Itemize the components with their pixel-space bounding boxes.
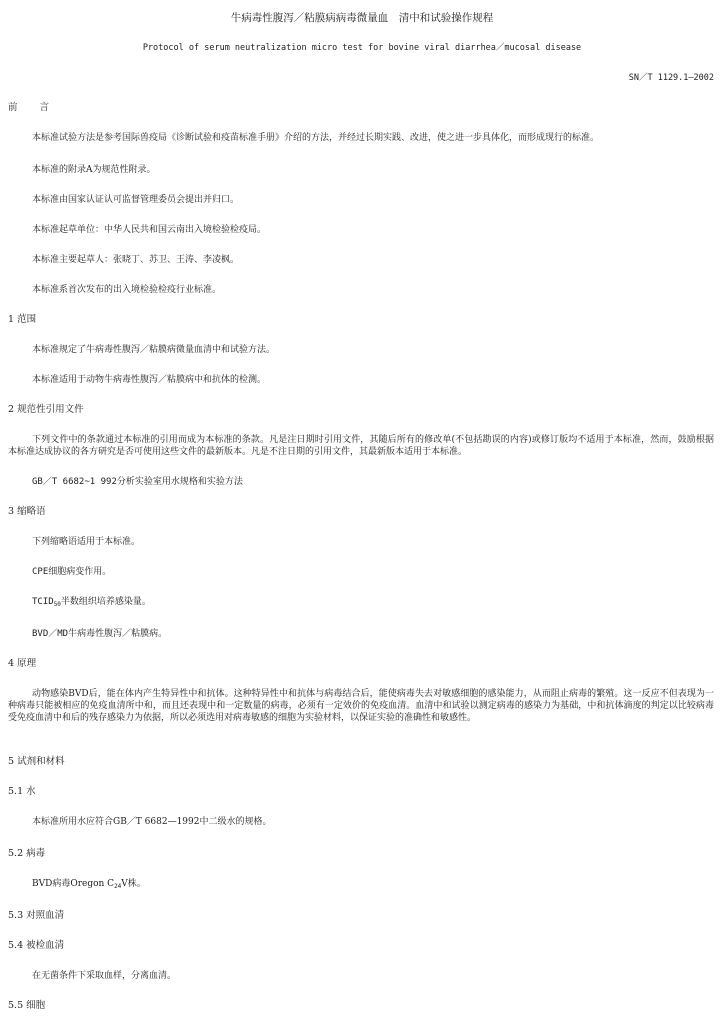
foreword-paragraph: 本标准起草单位：中华人民共和国云南出入境检验检疫局。 xyxy=(32,225,267,235)
section-heading: 2 规范性引用文件 xyxy=(8,404,84,415)
section-paragraph: 在无菌条件下采取血样，分离血清。 xyxy=(32,971,177,981)
virus-strain-suffix: V株。 xyxy=(121,879,146,889)
section-paragraph xyxy=(32,878,146,890)
document-title: 牛病毒性腹泻／粘膜病病毒微量血 清中和试验操作规程 xyxy=(230,12,494,24)
reference-title: 分析实验室用水规格和实验方法 xyxy=(116,477,243,487)
foreword-paragraph: 本标准系首次发布的出入境检验检疫行业标准。 xyxy=(32,285,222,295)
reference-code: GB／T 6682~1 992 xyxy=(32,477,117,487)
subsection-heading: 5.4 被检血清 xyxy=(8,940,65,951)
subsection-heading: 5.5 细胞 xyxy=(8,1000,46,1011)
reference-item xyxy=(32,476,243,488)
section-heading: 5 试剂和材料 xyxy=(8,756,65,767)
section-paragraph: 下列缩略语适用于本标准。 xyxy=(32,537,141,547)
section-paragraph: 本标准所用水应符合GB／T 6682—1992中二级水的规格。 xyxy=(32,817,272,827)
section-paragraph: 本标准规定了牛病毒性腹泻／粘膜病微量血清中和试验方法。 xyxy=(32,345,276,355)
abbreviation-definition: 细胞病变作用。 xyxy=(48,567,112,577)
abbreviation-term: CPE xyxy=(32,567,49,577)
section-heading: 4 原理 xyxy=(8,658,37,669)
abbreviation-item xyxy=(32,628,167,640)
abbreviation-item xyxy=(32,596,151,608)
subsection-heading: 5.3 对照血清 xyxy=(8,910,65,921)
abbreviation-definition: 牛病毒性腹泻／粘膜病。 xyxy=(68,629,168,639)
foreword-paragraph: 本标准试验方法是参考国际兽疫局《诊断试验和疫苗标准手册》介绍的方法，并经过长期实践、改进，使之进一步具体化，而形成现行的标准。 xyxy=(32,133,600,143)
standard-number: SN／T 1129.1—2002 xyxy=(628,73,714,83)
foreword-paragraph: 本标准由国家认证认可监督管理委员会提出并归口。 xyxy=(32,195,240,205)
abbreviation-definition: 半数组织培养感染量。 xyxy=(60,597,151,607)
foreword-paragraph: 本标准的附录A为规范性附录。 xyxy=(32,165,156,175)
subsection-heading: 5.1 水 xyxy=(8,786,36,797)
abbreviation-term: BVD／MD xyxy=(32,629,69,639)
section-heading: 1 范围 xyxy=(8,314,37,325)
subsection-heading: 5.2 病毒 xyxy=(8,848,46,859)
section-paragraph: 本标准适用于动物牛病毒性腹泻／粘膜病中和抗体的检测。 xyxy=(32,375,267,385)
section-paragraph: 下列文件中的条款通过本标准的引用而成为本标准的条款。凡是注日期时引用文件，其随后所有的修改单(不包括勘误的内容)或修订版均不适用于本标准，然而，鼓励根据本标准达成协议的各方研究是否可使用这些文件的最新版本。凡是不注日期的引用文件，其最新版本适用于本标准。 xyxy=(8,435,714,457)
virus-strain-name: BVD病毒Oregon C xyxy=(32,879,115,889)
foreword-paragraph: 本标准主要起草人：张晓丁、苏卫、王涛、李凌枫。 xyxy=(32,255,240,265)
virus-strain-subscript: 24 xyxy=(114,883,122,890)
abbreviation-term: TCID xyxy=(32,597,54,607)
foreword-heading: 前言 xyxy=(8,102,72,113)
abbreviation-item xyxy=(32,566,111,578)
document-title-english: Protocol of serum neutralization micro test for bovine viral diarrhea／mucosal disease xyxy=(142,43,582,53)
section-heading: 3 缩略语 xyxy=(8,506,46,517)
abbreviation-subscript: 50 xyxy=(53,601,61,608)
section-paragraph: 动物感染BVD后，能在体内产生特异性中和抗体。这种特异性中和抗体与病毒结合后，能使病毒失去对敏感细胞的感染能力，从而阻止病毒的繁殖。这一反应不但表现为一种病毒只能被相应的免疫血清所中和，而且还表现中和一定数量的病毒，必须有一定效价的免疫血清。血清中和试验以测定病毒的感染力为基础，中和抗体滴度的判定以比较病毒受免疫血清中和后的残存感染力为依据，所以必须选用对病毒敏感的细胞为实验材料，以保证实验的准确性和敏感性。 xyxy=(8,689,714,723)
